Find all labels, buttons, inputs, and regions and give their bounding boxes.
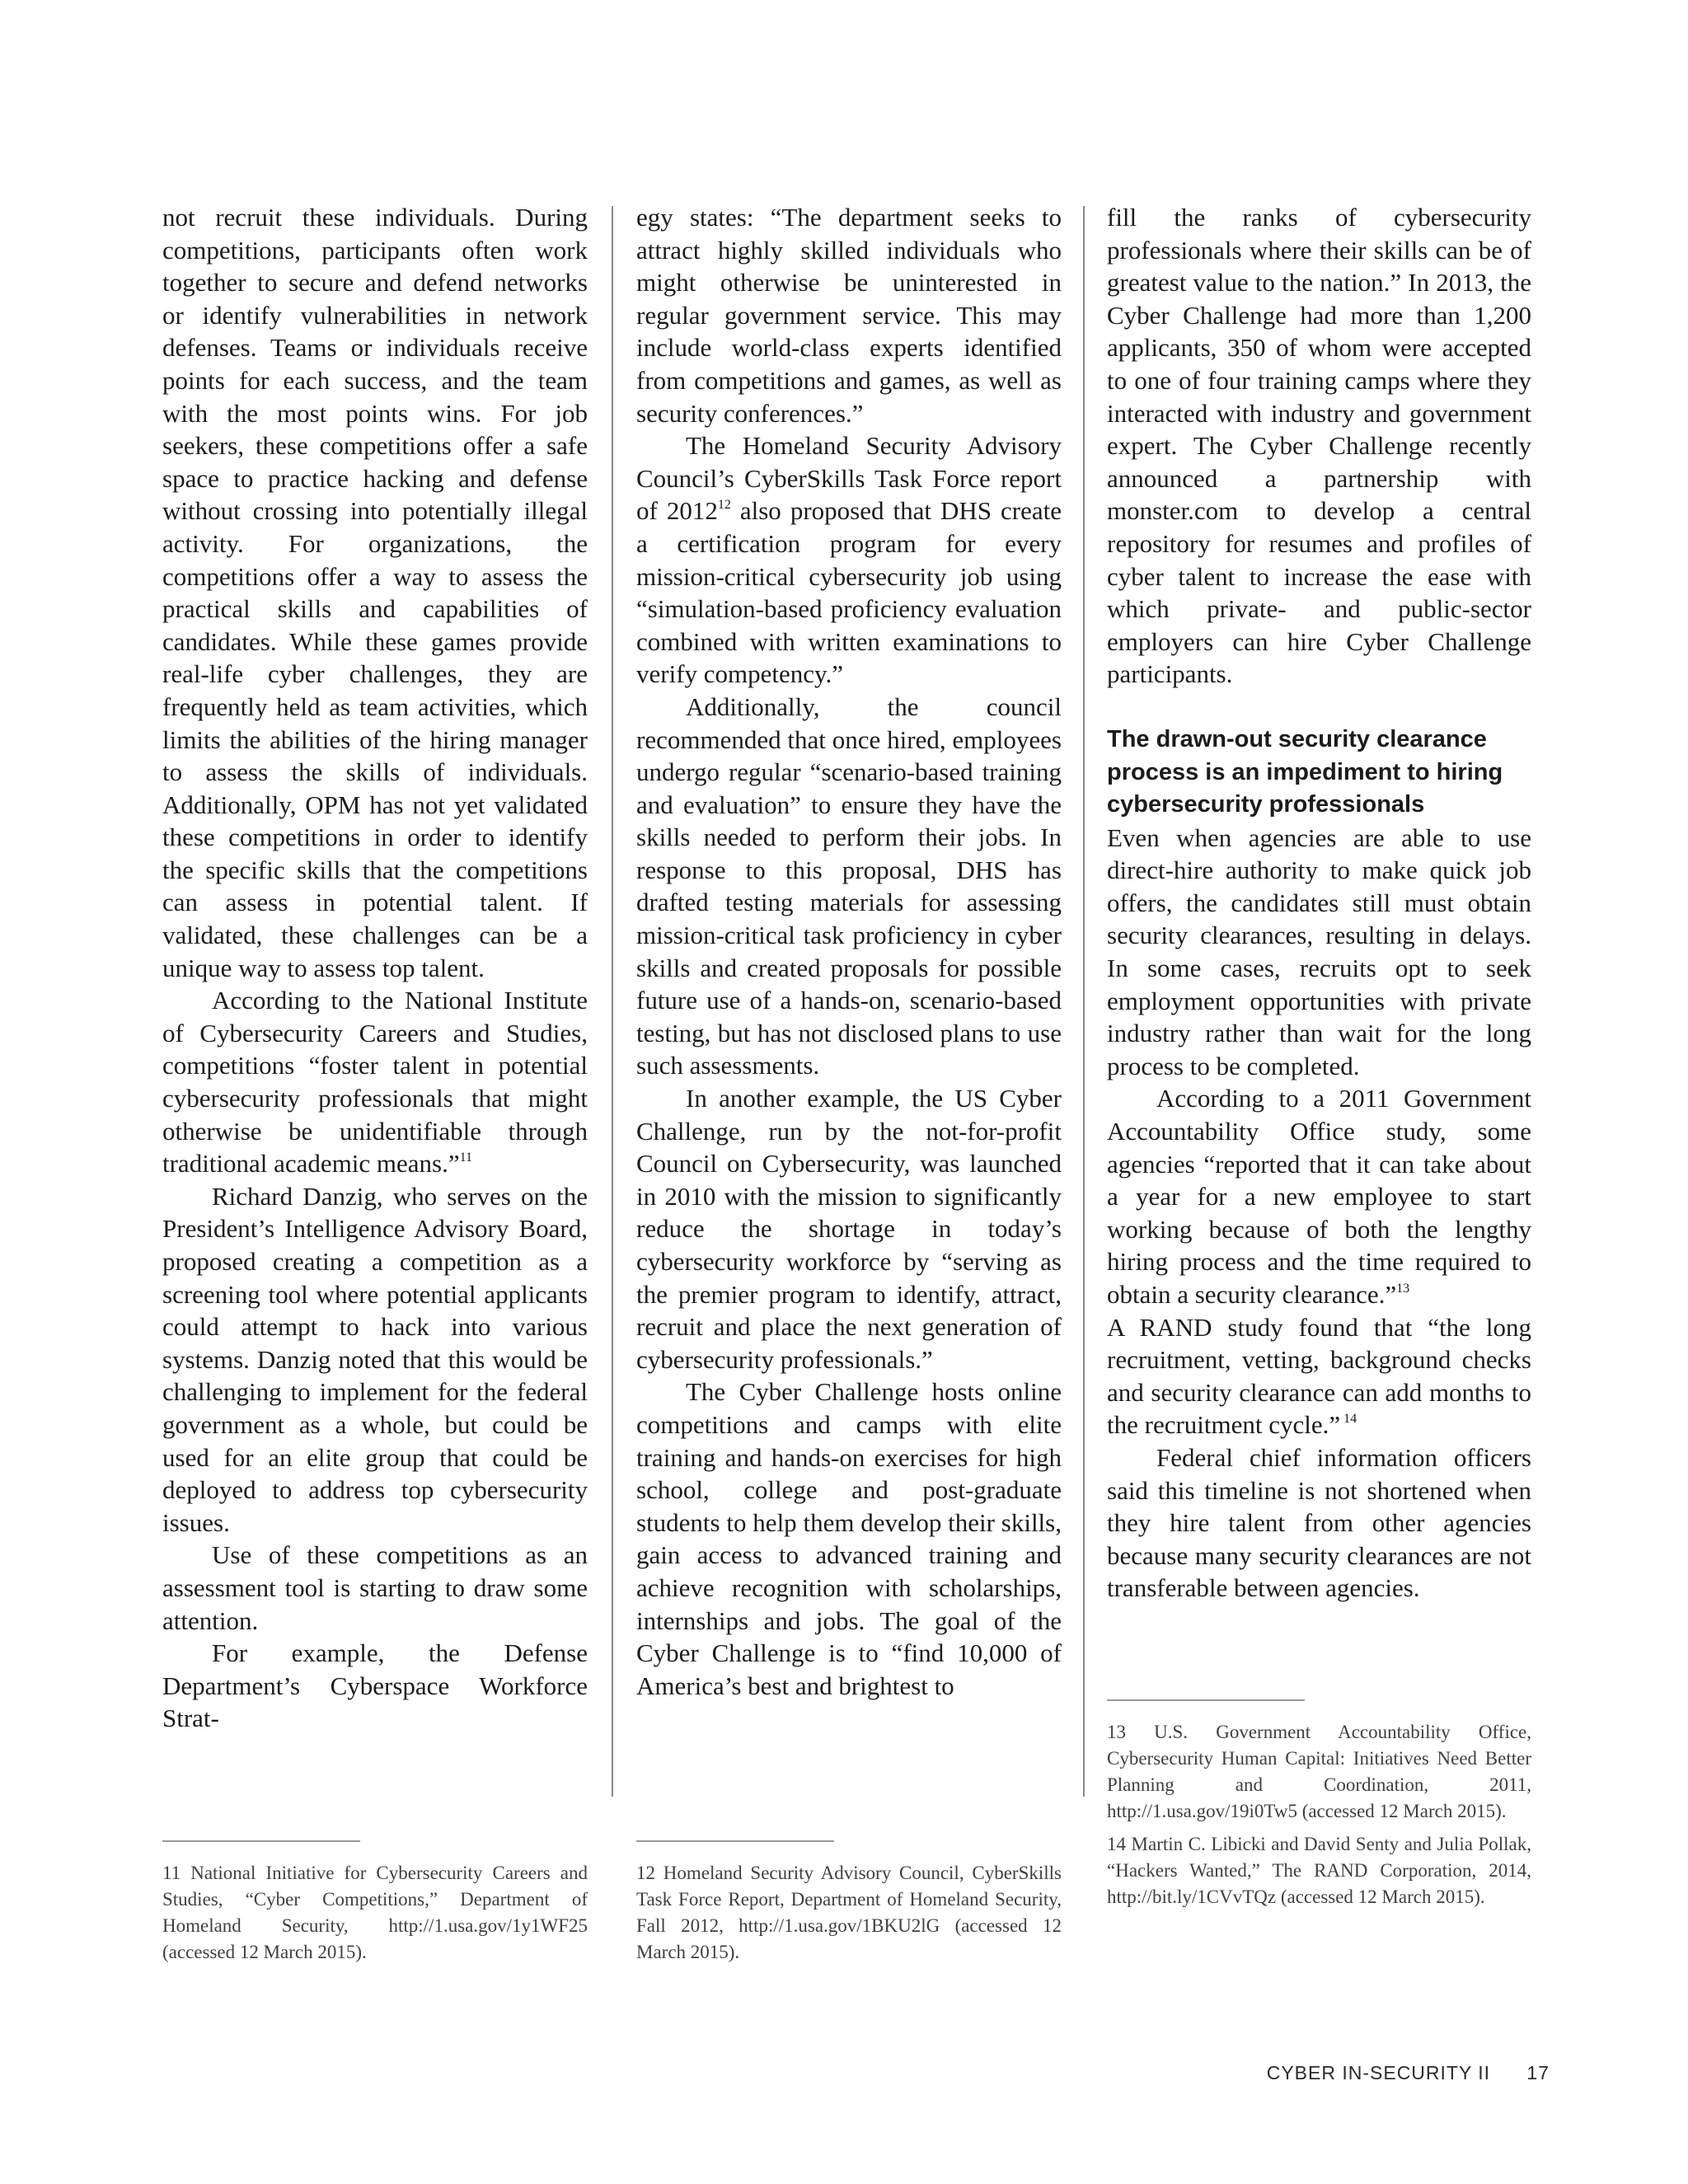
paragraph-text: The Homeland Security Advisory Council’s CyberSkills Task Force report of 2012 (636, 431, 1062, 526)
paragraph (1107, 1311, 1531, 1441)
paragraph: Additionally, the council recommended that once hired, employees undergo regular “scenario-based training and evaluation” to ensure they have the skills needed to perform their jobs. In response to this proposal, DHS has drafted testing materials for assessing mission-critical task proficiency in cyber skills and created proposals for possible future use of a hands-on, scenario-based testing, but has not disclosed plans to use such assessments. (636, 691, 1062, 1080)
footnote-block-right (1107, 1699, 1531, 1910)
paragraph: Richard Danzig, who serves on the President’s Intelligence Advisory Board, proposed creating a competition as a screening tool where potential applicants could attempt to hack into various systems. Danzig noted that this would be challenging to implement for the federal government as a whole, but could be used for an elite group that could be deployed to address top cybersecurity issues. (162, 1181, 588, 1537)
paragraph-text: A RAND study found that “the long recruitment, vetting, background checks and security clearance can add months to the recruitment cycle.” (1107, 1312, 1531, 1440)
footnote-rule (1107, 1699, 1305, 1701)
footnote-ref-12: 12 (717, 498, 731, 513)
footnote-rule (162, 1840, 360, 1842)
paragraph: not recruit these individuals. During competitions, participants often work together to secure and defend networks or identify vulnerabilities in network defenses. Teams or individuals receive points for each success, and the team with the most points wins. For job seekers, these competitions offer a safe space to practice hacking and defense without crossing into potentially illegal activity. For organizations, the competitions offer a way to assess the practical skills and capabilities of candidates. While these games provide real-life cyber challenges, they are frequently held as team activities, which limits the abilities of the hiring manager to assess the skills of individuals. Additionally, OPM has not yet validated these competitions in order to identify the specific skills that the competitions can assess in potential talent. If validated, these challenges can be a unique way to assess top talent. (162, 203, 588, 982)
paragraph-text: According to the National Institute of Cybersecurity Careers and Studies, competitions “foster talent in potential cybersecurity professionals that might otherwise be unidentifiable through traditional academic means.” (162, 986, 588, 1179)
column-middle (636, 201, 1062, 1702)
paragraph (1107, 1082, 1531, 1310)
section-heading: The drawn-out security clearance process is an impediment to hiring cybersecurity professionals (1107, 725, 1503, 818)
paragraph-text: also proposed that DHS create a certification program for every mission-critical cybersecurity job using “simulation-based proficiency evaluation combined with written examinations to verify competency.” (636, 496, 1062, 689)
footnote-11: 11 National Initiative for Cybersecurity Careers and Studies, “Cyber Competitions,” Department of Homeland Security, http://1.usa.gov/1y1WF25 (accessed 12 March 2015). (162, 1863, 588, 1962)
paragraph: fill the ranks of cybersecurity professionals where their skills can be of greatest value to the nation.” In 2013, the Cyber Challenge had more than 1,200 applicants, 350 of whom were accepted to one of four training camps where they interacted with industry and government expert. The Cyber Challenge recently announced a partnership with monster.com to develop a central repository for resumes and profiles of cyber talent to increase the ease with which private- and public-sector employers can hire Cyber Challenge participants. (1107, 203, 1531, 689)
column-left (162, 201, 588, 1735)
paragraph: Use of these competitions as an assessment tool is starting to draw some attention. (162, 1540, 588, 1635)
footnote-ref-13: 13 (1396, 1282, 1410, 1296)
paragraph: For example, the Defense Department’s Cyberspace Workforce Strat- (162, 1638, 588, 1733)
paragraph-text: According to a 2011 Government Accountability Office study, some agencies “reported that it can take about a year for a new employee to start working because of both the lengthy hiring process and the time required to obtain a security clearance.” (1107, 1084, 1531, 1309)
page-number: 17 (1526, 2062, 1550, 2083)
paragraph: Federal chief information officers said this timeline is not shortened when they hire talent from other agencies because many security clearances are not transferable between agencies. (1107, 1442, 1531, 1603)
page-footer (1261, 2062, 1550, 2084)
footnote-rule (636, 1840, 834, 1842)
paragraph (636, 429, 1062, 691)
column-right (1107, 201, 1531, 1605)
paragraph: egy states: “The department seeks to attract highly skilled individuals who might otherwise be uninterested in regular government service. This may include world-class experts identified from competitions and games, as well as security conferences.” (636, 203, 1062, 428)
paragraph: The Cyber Challenge hosts online competitions and camps with elite training and hands-on exercises for high school, college and post-graduate students to help them develop their skills, gain access to advanced training and achieve recognition with scholarships, internships and jobs. The goal of the Cyber Challenge is to “find 10,000 of America’s best and brightest to (636, 1377, 1062, 1700)
footnote-ref-11: 11 (459, 1151, 473, 1165)
column-rule-2 (1083, 206, 1085, 1797)
running-title: CYBER IN-SECURITY II (1266, 2062, 1491, 2083)
paragraph: In another example, the US Cyber Challenge, run by the not-for-profit Council on Cybersecurity, was launched in 2010 with the mission to significantly reduce the shortage in today’s cybersecurity workforce by “serving as the premier program to identify, attract, recruit and place the next generation of cybersecurity professionals.” (636, 1084, 1062, 1374)
column-rule-1 (612, 206, 613, 1797)
footnote-13: 13 U.S. Government Accountability Office, Cybersecurity Human Capital: Initiatives Need Better Planning and Coordination, 2011, http://1.usa.gov/19i0Tw5 (accessed 12 March 2015). (1107, 1722, 1531, 1821)
paragraph: Even when agencies are able to use direct-hire authority to make quick job offers, the candidates still must obtain security clearances, resulting in delays. In some cases, recruits opt to seek employment opportunities with private industry rather than wait for the long process to be completed. (1107, 823, 1531, 1080)
footnote-block-left (162, 1840, 588, 1966)
paragraph (162, 984, 588, 1180)
footnote-ref-14: 14 (1340, 1412, 1357, 1427)
footnote-12: 12 Homeland Security Advisory Council, CyberSkills Task Force Report, Department of Homeland Security, Fall 2012, http://1.usa.gov/1BKU2lG (accessed 12 March 2015). (636, 1863, 1062, 1962)
footnote-block-middle (636, 1840, 1062, 1966)
footnote-14: 14 Martin C. Libicki and David Senty and Julia Pollak, “Hackers Wanted,” The RAND Corporation, 2014, http://bit.ly/1CVvTQz (accessed 12 March 2015). (1107, 1834, 1531, 1907)
